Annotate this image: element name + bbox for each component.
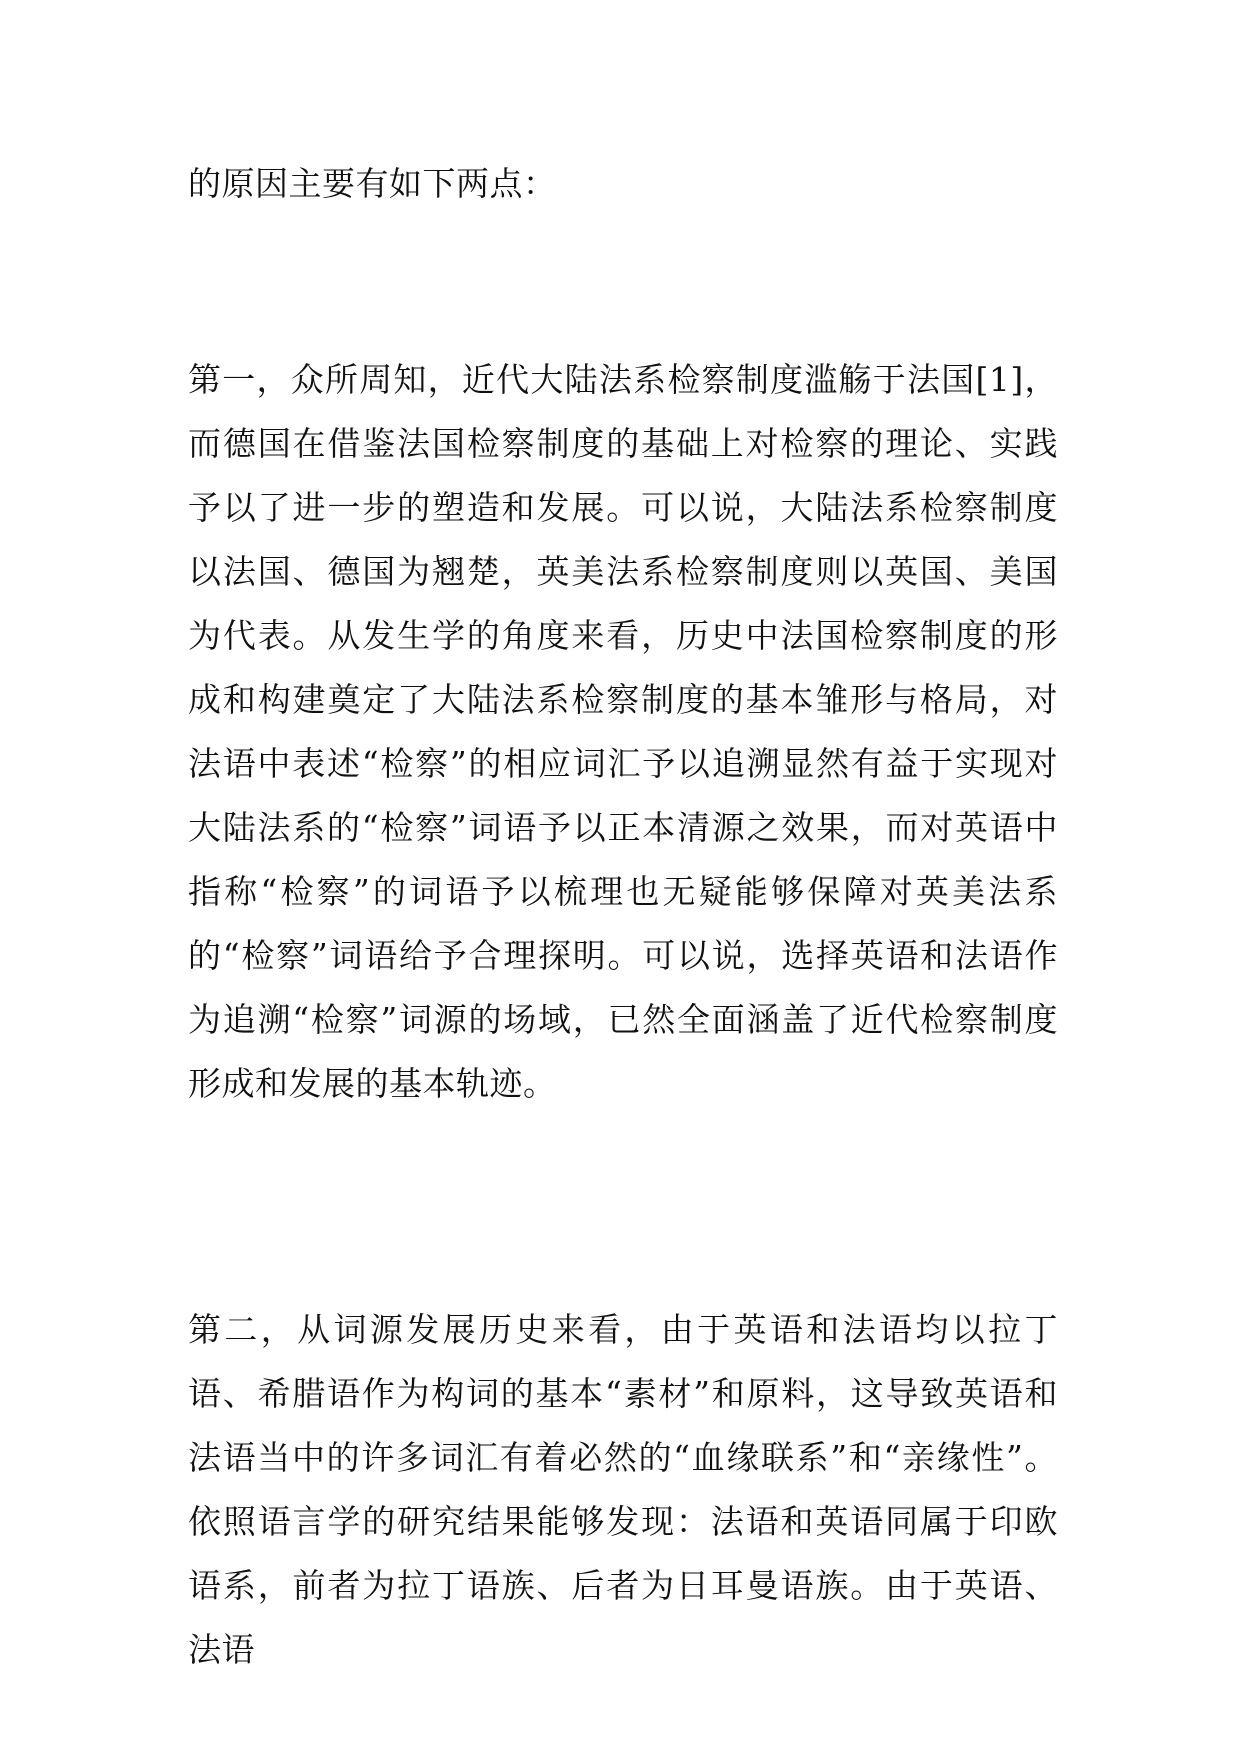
paragraph-second-point: 第二，从词源发展历史来看，由于英语和法语均以拉丁语、希腊语作为构词的基本“素材”和原料，这导致英语和法语当中的许多词汇有着必然的“血缘联系”和“亲缘性”。依照语言学的研究结果能够发现：法语和英语同属于印欧语系，前者为拉丁语族、后者为日耳曼语族。由于英语、法语 bbox=[188, 1310, 1058, 1669]
paragraph-first-point: 第一，众所周知，近代大陆法系检察制度滥觞于法国[1]，而德国在借鉴法国检察制度的基础上对检察的理论、实践予以了进一步的塑造和发展。可以说，大陆法系检察制度以法国、德国为翘楚，英美法系检察制度则以英国、美国为代表。从发生学的角度来看，历史中法国检察制度的形成和构建奠定了大陆法系检察制度的基本雏形与格局，对法语中表述“检察”的相应词汇予以追溯显然有益于实现对大陆法系的“检察”词语予以正本清源之效果，而对英语中指称“检察”的词语予以梳理也无疑能够保障对英美法系的“检察”词语给予合理探明。可以说，选择英语和法语作为追溯“检察”词源的场域，已然全面涵盖了近代检察制度形成和发展的基本轨迹。 bbox=[188, 360, 1058, 1103]
paragraph-intro: 的原因主要有如下两点： bbox=[188, 164, 557, 203]
